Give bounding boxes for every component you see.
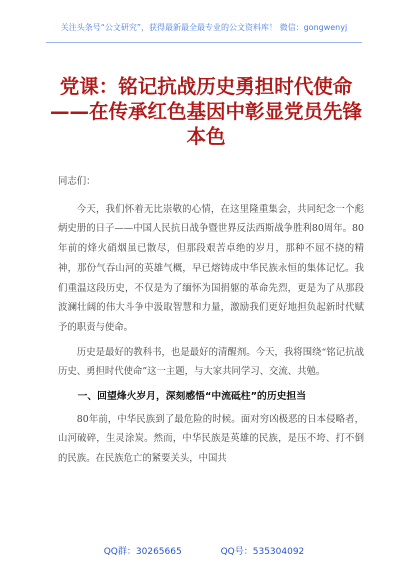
- paragraph: 80年前，中华民族到了最危险的时候。面对穷凶极恶的日本侵略者，山河破碎，生灵涂炭。然而，中华民族是英雄的民族，是压不垮、打不倒的民族。在民族危亡的紧要关头，中国共: [58, 413, 364, 465]
- footer-qq-number: QQ号：535304092: [220, 547, 305, 557]
- header-divider: [46, 42, 362, 43]
- page-header: 关注头条号“公文研究”，获得最新最全最专业的公文资料库！ 微信：gongwenyj: [60, 23, 348, 32]
- paragraph: 今天，我们怀着无比崇敬的心情，在这里隆重集会，共同纪念一个彪炳史册的日子——中国人民抗日战争暨世界反法西斯战争胜利80周年。80年前的烽火硝烟虽已散尽，但那段艰苦卓绝的岁月，那种不屈不挠的精神，那份气吞山河的英雄气概，早已熔铸成中华民族永恒的集体记忆。我们重温这段历史，不仅是为了缅怀为国捐躯的革命先烈，更是为了从那段波澜壮阔的伟大斗争中汲取智慧和力量，激励我们更好地担负起新时代赋予的职责与使命。: [58, 203, 364, 333]
- document-title: 党课：铭记抗战历史勇担时代使命——在传承红色基因中彰显党员先锋本色: [49, 75, 362, 148]
- section-heading: 一、回望烽火岁月，深刻感悟“中流砥柱”的历史担当: [77, 391, 307, 403]
- greeting: 同志们：: [58, 176, 96, 187]
- footer-qq-group: QQ群：30265665: [103, 547, 182, 557]
- paragraph: 历史是最好的教科书，也是最好的清醒剂。今天，我将围绕“铭记抗战历史、勇担时代使命”这一主题，与大家共同学习、交流、共勉。: [58, 346, 364, 378]
- page-footer: [0, 544, 408, 557]
- document-body: [58, 172, 364, 469]
